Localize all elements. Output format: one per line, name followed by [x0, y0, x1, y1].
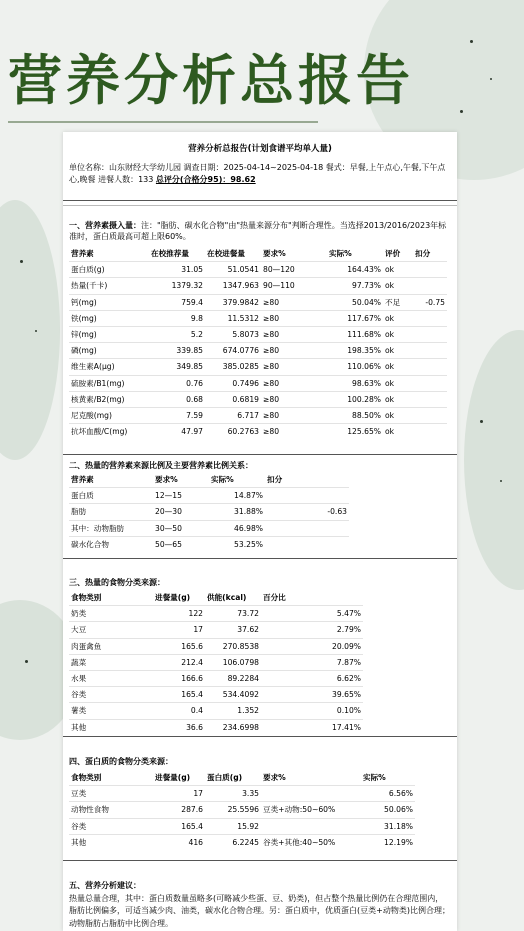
table-cell: 蛋白质 — [69, 488, 153, 504]
table-cell: 谷类 — [69, 818, 153, 834]
table-cell: 88.50% — [327, 407, 383, 423]
table-cell: 2.79% — [261, 622, 363, 638]
nutrient-intake-table — [69, 246, 447, 439]
table-header-cell: 要求% — [155, 475, 178, 485]
table-cell: 37.62 — [205, 622, 261, 638]
table-cell: 0.76 — [149, 375, 205, 391]
advice-block — [69, 880, 451, 930]
table-header-cell: 实际% — [211, 475, 234, 485]
table-cell: 165.4 — [153, 687, 205, 703]
table-header-cell: 供能(kcal) — [207, 593, 247, 603]
background-speck — [25, 660, 28, 663]
table-cell: 198.35% — [327, 343, 383, 359]
table-cell: 大豆 — [69, 622, 153, 638]
table-cell: 磷(mg) — [69, 343, 149, 359]
table-row — [69, 802, 415, 818]
table-cell: 100.28% — [327, 391, 383, 407]
divider — [63, 200, 457, 201]
report-document — [63, 132, 457, 931]
background-blob — [0, 200, 60, 460]
table-row — [69, 703, 363, 719]
table-cell: 谷类+其他:40~50% — [261, 834, 361, 850]
table-row — [69, 536, 349, 552]
table-cell: ok — [383, 424, 413, 440]
table-cell: 17.41% — [261, 719, 363, 735]
table-cell: 维生素A(μg) — [69, 359, 149, 375]
table-cell — [413, 407, 447, 423]
table-row — [69, 670, 363, 686]
table-cell: 0.6819 — [205, 391, 261, 407]
table-cell: 122 — [153, 606, 205, 622]
background-speck — [20, 260, 23, 263]
table-cell: ok — [383, 262, 413, 278]
table-cell: 0.10% — [261, 703, 363, 719]
report-info-text: 单位名称：山东财经大学幼儿园 调查日期：2025-04-14~2025-04-18 餐式：早餐,上午点心,午餐,下午点心,晚餐 进餐人数：133 — [69, 163, 446, 184]
table-cell: 50.06% — [361, 802, 415, 818]
table-cell: 166.6 — [153, 670, 205, 686]
table-cell: ≥80 — [261, 326, 327, 342]
table-row — [69, 520, 349, 536]
table-row — [69, 343, 447, 359]
table-cell — [413, 359, 447, 375]
table-header-cell: 在校推荐量 — [151, 249, 189, 259]
table-cell: 肉蛋禽鱼 — [69, 638, 153, 654]
table-cell: -0.75 — [413, 294, 447, 310]
table-row — [69, 654, 363, 670]
table-cell: 6.717 — [205, 407, 261, 423]
table-row — [69, 359, 447, 375]
table-cell: 尼克酸(mg) — [69, 407, 149, 423]
table-cell: 97.73% — [327, 278, 383, 294]
table-row — [69, 294, 447, 310]
table-cell: ok — [383, 310, 413, 326]
table-cell: 30—50 — [153, 520, 209, 536]
table-cell: 20—30 — [153, 504, 209, 520]
table-cell: 蛋白质(g) — [69, 262, 149, 278]
table-cell — [413, 343, 447, 359]
table-cell: 锌(mg) — [69, 326, 149, 342]
table-cell: 0.68 — [149, 391, 205, 407]
divider — [63, 205, 457, 206]
table-cell: 1379.32 — [149, 278, 205, 294]
table-cell: 5.47% — [261, 606, 363, 622]
table-cell — [265, 488, 349, 504]
table-cell — [261, 818, 361, 834]
table-header-cell: 百分比 — [263, 593, 286, 603]
table-row — [69, 375, 447, 391]
advice-text: 热量总量合理，其中：蛋白质数量虽略多(可略减少些蛋、豆、奶类)，但占整个热量比例仍在合理范围内，脂肪比例偏多，可适当减少肉、油类，碳水化合物合理。另：蛋白质中，优质蛋白(豆类+动物类)比例合理；动物脂肪占脂肪中比例合理。 — [69, 893, 450, 928]
table-cell: 89.2284 — [205, 670, 261, 686]
table-cell: 234.6998 — [205, 719, 261, 735]
table-cell: 钙(mg) — [69, 294, 149, 310]
table-cell: 31.05 — [149, 262, 205, 278]
table-cell — [413, 262, 447, 278]
table-cell: 热量(千卡) — [69, 278, 149, 294]
table-cell — [413, 424, 447, 440]
table-cell — [413, 375, 447, 391]
table-cell: 90—110 — [261, 278, 327, 294]
table-cell: 碳水化合物 — [69, 536, 153, 552]
section1-title: 一、营养素摄入量： — [69, 221, 141, 230]
table-cell: 164.43% — [327, 262, 383, 278]
table-header-row — [69, 246, 447, 262]
table-cell: ok — [383, 326, 413, 342]
table-cell: 1.352 — [205, 703, 261, 719]
table-row — [69, 606, 363, 622]
table-cell: 6.56% — [361, 786, 415, 802]
divider — [63, 860, 457, 861]
table-cell: 14.87% — [209, 488, 265, 504]
table-cell: 薯类 — [69, 703, 153, 719]
report-title: 营养分析总报告(计划食谱平均单人量) — [188, 144, 332, 154]
table-cell: 9.8 — [149, 310, 205, 326]
table-row — [69, 407, 447, 423]
background-speck — [490, 78, 492, 80]
table-cell: 53.25% — [209, 536, 265, 552]
table-cell: 349.85 — [149, 359, 205, 375]
table-row — [69, 719, 363, 735]
table-cell: 51.0541 — [205, 262, 261, 278]
table-cell: 抗坏血酸/C(mg) — [69, 424, 149, 440]
page-title: 营养分析总报告 — [8, 48, 414, 112]
background-speck — [35, 330, 37, 332]
table-cell: 39.65% — [261, 687, 363, 703]
table-header-cell: 实际% — [363, 773, 386, 783]
table-cell: ≥80 — [261, 310, 327, 326]
table-cell: 0.7496 — [205, 375, 261, 391]
table-header-cell: 进餐量(g) — [155, 593, 191, 603]
table-header-cell: 营养素 — [71, 475, 94, 485]
table-header-cell: 食物类别 — [71, 773, 102, 783]
table-row — [69, 424, 447, 440]
table-header-row — [69, 770, 415, 786]
table-cell: 5.2 — [149, 326, 205, 342]
table-cell: 106.0798 — [205, 654, 261, 670]
table-cell: 125.65% — [327, 424, 383, 440]
divider — [63, 736, 457, 737]
table-cell: 5.8073 — [205, 326, 261, 342]
table-cell: 1347.963 — [205, 278, 261, 294]
section4-heading: 四、蛋白质的食物分类来源： — [69, 757, 173, 766]
table-cell: 17 — [153, 622, 205, 638]
table-cell: 6.2245 — [205, 834, 261, 850]
table-cell: 7.87% — [261, 654, 363, 670]
table-header-cell: 扣分 — [267, 475, 283, 485]
energy-source-table — [69, 472, 349, 552]
section5-title: 五、营养分析建议： — [69, 881, 141, 890]
table-row — [69, 818, 415, 834]
table-cell: 98.63% — [327, 375, 383, 391]
table-cell — [413, 326, 447, 342]
table-cell: 17 — [153, 786, 205, 802]
table-cell: 12.19% — [361, 834, 415, 850]
table-cell: 46.98% — [209, 520, 265, 536]
table-cell: ≥80 — [261, 407, 327, 423]
table-header-cell: 蛋白质(g) — [207, 773, 243, 783]
table-cell: 117.67% — [327, 310, 383, 326]
section1-note: 注："脂肪、碳水化合物"由"热量来源分布"判断合理性。当选择2013/2016/2023年标准时，蛋白质最高可超上限60%。 — [69, 221, 447, 241]
table-cell: 50.04% — [327, 294, 383, 310]
table-cell — [265, 536, 349, 552]
table-cell: 385.0285 — [205, 359, 261, 375]
table-cell: ≥80 — [261, 359, 327, 375]
table-row — [69, 262, 447, 278]
section1-heading — [69, 220, 451, 242]
table-row — [69, 786, 415, 802]
table-header-cell: 进餐量(g) — [155, 773, 191, 783]
protein-source-table — [69, 770, 415, 850]
table-header-cell: 评价 — [385, 249, 401, 259]
background-speck — [480, 420, 483, 423]
table-header-row — [69, 590, 363, 606]
table-cell: 379.9842 — [205, 294, 261, 310]
table-cell: 蔬菜 — [69, 654, 153, 670]
table-cell: 36.6 — [153, 719, 205, 735]
section3-heading: 三、热量的食物分类来源： — [69, 578, 165, 587]
table-cell: 60.2763 — [205, 424, 261, 440]
divider — [63, 454, 457, 455]
table-header-cell: 要求% — [263, 773, 286, 783]
report-info — [69, 162, 451, 186]
table-cell: 11.5312 — [205, 310, 261, 326]
table-cell: 339.85 — [149, 343, 205, 359]
table-header-cell: 在校进餐量 — [207, 249, 245, 259]
table-cell: 铁(mg) — [69, 310, 149, 326]
table-cell — [261, 786, 361, 802]
table-cell — [413, 310, 447, 326]
table-cell: 759.4 — [149, 294, 205, 310]
table-header-cell: 食物类别 — [71, 593, 102, 603]
table-cell: 111.68% — [327, 326, 383, 342]
background-speck — [470, 40, 473, 43]
table-cell: -0.63 — [265, 504, 349, 520]
table-cell: 15.92 — [205, 818, 261, 834]
table-row — [69, 326, 447, 342]
table-cell: 奶类 — [69, 606, 153, 622]
table-cell: 110.06% — [327, 359, 383, 375]
table-cell: 416 — [153, 834, 205, 850]
table-row — [69, 278, 447, 294]
background-speck — [500, 480, 502, 482]
table-cell: 73.72 — [205, 606, 261, 622]
table-cell: ≥80 — [261, 375, 327, 391]
table-cell: 270.8538 — [205, 638, 261, 654]
table-cell: 50—65 — [153, 536, 209, 552]
table-cell: 核黄素/B2(mg) — [69, 391, 149, 407]
table-cell: ok — [383, 407, 413, 423]
table-cell: ok — [383, 343, 413, 359]
table-cell: 脂肪 — [69, 504, 153, 520]
table-cell: 7.59 — [149, 407, 205, 423]
table-cell: ok — [383, 375, 413, 391]
table-cell: 12—15 — [153, 488, 209, 504]
divider — [63, 558, 457, 559]
total-score: 总评分(合格分95)：98.62 — [155, 175, 256, 184]
table-row — [69, 687, 363, 703]
table-cell: 3.35 — [205, 786, 261, 802]
background-blob — [464, 330, 524, 590]
table-cell: 动物性食物 — [69, 802, 153, 818]
table-cell: 20.09% — [261, 638, 363, 654]
section2-heading: 二、热量的营养素来源比例及主要营养素比例关系： — [69, 461, 253, 470]
title-underline — [8, 121, 318, 123]
table-cell: ≥80 — [261, 294, 327, 310]
table-row — [69, 638, 363, 654]
table-cell: 31.18% — [361, 818, 415, 834]
table-cell — [413, 278, 447, 294]
table-cell: 212.4 — [153, 654, 205, 670]
table-row — [69, 488, 349, 504]
table-cell: ≥80 — [261, 424, 327, 440]
table-cell: 硫胺素/B1(mg) — [69, 375, 149, 391]
table-cell: 287.6 — [153, 802, 205, 818]
table-row — [69, 504, 349, 520]
table-header-cell: 实际% — [329, 249, 352, 259]
table-header-cell: 营养素 — [71, 249, 94, 259]
table-cell: 80—120 — [261, 262, 327, 278]
table-cell: 6.62% — [261, 670, 363, 686]
table-cell: 谷类 — [69, 687, 153, 703]
table-header-cell: 扣分 — [415, 249, 431, 259]
table-row — [69, 310, 447, 326]
table-cell: 豆类 — [69, 786, 153, 802]
table-header-cell: 要求% — [263, 249, 286, 259]
table-header-row — [69, 472, 349, 488]
table-cell: 534.4092 — [205, 687, 261, 703]
background-speck — [460, 110, 463, 113]
table-row — [69, 834, 415, 850]
food-energy-table — [69, 590, 363, 735]
table-cell: 0.4 — [153, 703, 205, 719]
table-cell: ok — [383, 359, 413, 375]
table-cell — [265, 520, 349, 536]
table-cell: 25.5596 — [205, 802, 261, 818]
table-cell: ≥80 — [261, 343, 327, 359]
table-cell: 其中：动物脂肪 — [69, 520, 153, 536]
table-cell: 47.97 — [149, 424, 205, 440]
table-cell: 不足 — [383, 294, 413, 310]
table-cell: ≥80 — [261, 391, 327, 407]
table-cell: ok — [383, 278, 413, 294]
table-cell — [413, 391, 447, 407]
table-cell: 31.88% — [209, 504, 265, 520]
table-cell: 165.6 — [153, 638, 205, 654]
table-cell: 674.0776 — [205, 343, 261, 359]
table-cell: ok — [383, 391, 413, 407]
table-cell: 165.4 — [153, 818, 205, 834]
table-cell: 水果 — [69, 670, 153, 686]
table-row — [69, 622, 363, 638]
table-cell: 豆类+动物:50~60% — [261, 802, 361, 818]
table-cell: 其他 — [69, 719, 153, 735]
table-cell: 其他 — [69, 834, 153, 850]
table-row — [69, 391, 447, 407]
